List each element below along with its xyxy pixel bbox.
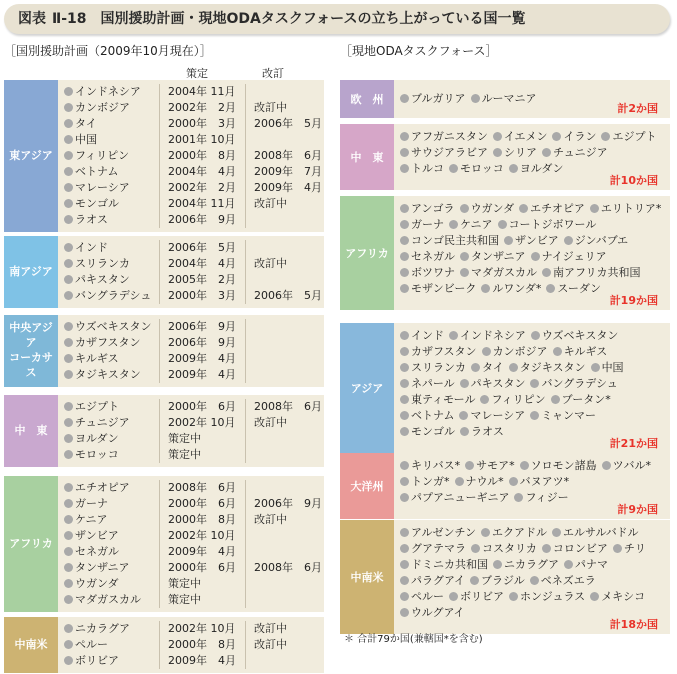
country-item: ブラジル <box>470 574 525 587</box>
policy-date: 策定中 <box>168 432 201 445</box>
country-item: キルギス <box>553 345 608 358</box>
country-item: ボリビア <box>449 590 504 603</box>
policy-date: 2000年 8月 <box>168 149 236 162</box>
country-name: ガーナ <box>64 496 108 512</box>
region-label: 東アジア <box>4 80 58 232</box>
country-item: タジキスタン <box>509 361 586 374</box>
country-item: モンゴル <box>400 425 455 438</box>
footnote: ＊ 合計79か国(兼轄国*を含む) <box>344 634 483 645</box>
country-item: シリア <box>493 146 537 159</box>
country-name: ケニア <box>64 512 108 528</box>
plan-group <box>4 315 324 387</box>
policy-date: 2000年 3月 <box>168 289 236 302</box>
country-item: マレーシア <box>459 409 525 422</box>
policy-date: 2002年 10月 <box>168 529 236 542</box>
country-item: 中国 <box>591 361 624 374</box>
plan-group <box>4 617 324 673</box>
country-line <box>400 281 606 297</box>
country-item: ドミニカ共和国 <box>400 558 488 571</box>
country-item: カザフスタン <box>400 345 477 358</box>
country-name: キルギス <box>64 351 119 367</box>
column-divider <box>159 319 160 383</box>
country-item: ウズベキスタン <box>531 329 618 342</box>
country-item: モザンビーク <box>400 282 476 295</box>
policy-date: 2000年 6月 <box>168 400 236 413</box>
country-line <box>400 217 601 233</box>
column-divider <box>245 621 246 669</box>
figure-title-text: 国別援助計画・現地ODAタスクフォースの立ち上がっている国一覧 <box>100 11 526 27</box>
revision-status: 改訂中 <box>254 197 287 210</box>
country-name: エチオピア <box>64 480 130 496</box>
country-item: エルサルバドル <box>552 526 638 539</box>
country-name: マレーシア <box>64 180 130 196</box>
country-item: ソロモン諸島 <box>520 459 597 472</box>
country-item: ナウル* <box>455 475 504 488</box>
column-divider <box>245 84 246 228</box>
revision-status: 改訂中 <box>254 622 287 635</box>
policy-date: 2004年 4月 <box>168 257 236 270</box>
country-line <box>400 360 629 376</box>
policy-date: 2009年 4月 <box>168 368 236 381</box>
policy-date: 2000年 8月 <box>168 638 236 651</box>
country-item: メキシコ <box>590 590 645 603</box>
country-item: インド <box>400 329 444 342</box>
country-item: トンガ* <box>400 475 450 488</box>
region-label: アフリカ <box>4 476 58 612</box>
country-line <box>400 161 568 177</box>
policy-date: 策定中 <box>168 593 201 606</box>
policy-date: 2006年 9月 <box>168 336 236 349</box>
country-line <box>400 589 650 605</box>
policy-date: 2009年 4月 <box>168 654 236 667</box>
country-item: トルコ <box>400 162 444 175</box>
country-item: パキスタン <box>460 377 526 390</box>
policy-date: 2000年 3月 <box>168 117 236 130</box>
country-name: マダガスカル <box>64 592 141 608</box>
country-item: エチオピア <box>519 202 585 215</box>
task-force-group <box>340 80 670 118</box>
task-force-group <box>340 453 670 519</box>
policy-date: 2004年 11月 <box>168 197 236 210</box>
task-force-group <box>340 520 670 634</box>
country-line <box>400 129 661 145</box>
column-divider <box>159 621 160 669</box>
country-item: バヌアツ* <box>509 475 570 488</box>
column-divider <box>159 399 160 463</box>
policy-date: 2004年 11月 <box>168 85 236 98</box>
figure-number: Ⅱ-18 <box>52 11 87 27</box>
country-name: インドネシア <box>64 84 141 100</box>
country-item: イエメン <box>493 130 548 143</box>
country-name: ボリビア <box>64 653 119 669</box>
col-header-revision: 改訂 <box>262 67 284 80</box>
country-line <box>400 233 633 249</box>
country-name: タンザニア <box>64 560 130 576</box>
country-item: ヨルダン <box>509 162 564 175</box>
region-label: 中央アジア コーカサス <box>4 315 58 387</box>
column-divider <box>159 84 160 228</box>
country-name: パキスタン <box>64 272 130 288</box>
country-item: ルーマニア <box>471 92 537 105</box>
revision-status: 2006年 5月 <box>254 289 322 302</box>
revision-status: 2008年 6月 <box>254 561 322 574</box>
country-line <box>400 424 509 440</box>
country-line <box>400 328 623 344</box>
country-line <box>400 525 643 541</box>
country-name: タジキスタン <box>64 367 141 383</box>
country-item: パナマ <box>564 558 608 571</box>
country-total: 計19か国 <box>609 294 658 307</box>
country-line <box>400 249 612 265</box>
country-item: アフガニスタン <box>400 130 488 143</box>
country-item: ザンビア <box>504 234 559 247</box>
country-name: ペルー <box>64 637 108 653</box>
policy-date: 2000年 8月 <box>168 513 236 526</box>
region-label: アジア <box>340 323 394 453</box>
country-total: 計2か国 <box>617 102 658 115</box>
figure-title <box>4 4 670 34</box>
column-divider <box>245 319 246 383</box>
revision-status: 改訂中 <box>254 513 287 526</box>
country-item: 東ティモール <box>400 393 475 406</box>
country-line <box>400 201 666 217</box>
country-item: ウルグアイ <box>400 606 464 619</box>
country-line <box>400 605 469 621</box>
country-name: ザンビア <box>64 528 119 544</box>
country-item: ボツワナ <box>400 266 455 279</box>
policy-date: 2002年 2月 <box>168 181 236 194</box>
country-item: タンザニア <box>460 250 526 263</box>
right-heading: ［現地ODAタスクフォース］ <box>340 44 498 58</box>
task-force-group <box>340 124 670 190</box>
region-label: 中 東 <box>4 395 58 467</box>
country-item: ナイジェリア <box>531 250 607 263</box>
col-header-policy: 策定 <box>186 67 208 80</box>
region-label: アフリカ <box>340 196 394 310</box>
country-total: 計21か国 <box>609 437 658 450</box>
country-line <box>400 344 612 360</box>
country-item: ブルガリア <box>400 92 466 105</box>
country-line <box>400 408 601 424</box>
country-item: グアテマラ <box>400 542 466 555</box>
left-heading: ［国別援助計画（2009年10月現在）］ <box>4 44 212 58</box>
country-item: ペルー <box>400 590 444 603</box>
policy-date: 2002年 10月 <box>168 622 236 635</box>
policy-date: 2002年 2月 <box>168 101 236 114</box>
country-item: コンゴ民主共和国 <box>400 234 499 247</box>
country-item: パラグアイ <box>400 574 465 587</box>
country-item: コートジボワール <box>498 218 597 231</box>
country-name: モンゴル <box>64 196 119 212</box>
region-label: 中南米 <box>340 520 394 634</box>
country-item: スリランカ <box>400 361 466 374</box>
country-line <box>400 490 574 506</box>
country-name: セネガル <box>64 544 119 560</box>
policy-date: 2009年 4月 <box>168 352 236 365</box>
revision-status: 改訂中 <box>254 257 287 270</box>
region-label: 大洋州 <box>340 453 394 519</box>
country-item: ルワンダ* <box>481 282 541 295</box>
policy-date: 2006年 9月 <box>168 213 236 226</box>
policy-date: 2000年 6月 <box>168 561 236 574</box>
country-item: チリ <box>613 542 646 555</box>
country-item: エジプト <box>601 130 656 143</box>
country-line <box>400 541 651 557</box>
policy-date: 2001年 10月 <box>168 133 236 146</box>
country-name: バングラデシュ <box>64 288 151 304</box>
country-item: マダガスカル <box>460 266 537 279</box>
revision-status: 2006年 9月 <box>254 497 322 510</box>
policy-date: 2009年 4月 <box>168 545 236 558</box>
country-name: エジプト <box>64 399 119 415</box>
country-item: ジンバブエ <box>564 234 628 247</box>
policy-date: 2008年 6月 <box>168 481 236 494</box>
policy-date: 2005年 2月 <box>168 273 236 286</box>
country-item: ネパール <box>400 377 455 390</box>
column-divider <box>245 399 246 463</box>
revision-status: 改訂中 <box>254 638 287 651</box>
country-item: ミャンマー <box>530 409 596 422</box>
country-item: チュニジア <box>542 146 608 159</box>
column-divider <box>159 240 160 304</box>
country-name: フィリピン <box>64 148 129 164</box>
region-label: 中南米 <box>4 617 58 673</box>
country-line <box>400 145 613 161</box>
policy-date: 2004年 4月 <box>168 165 236 178</box>
country-name: ウズベキスタン <box>64 319 151 335</box>
revision-status: 改訂中 <box>254 416 287 429</box>
country-item: サモア* <box>465 459 515 472</box>
country-line <box>400 376 623 392</box>
country-line <box>400 265 645 281</box>
policy-date: 策定中 <box>168 577 201 590</box>
country-name: ニカラグア <box>64 621 130 637</box>
region-label: 南アジア <box>4 236 58 308</box>
column-divider <box>245 240 246 304</box>
country-item: スーダン <box>546 282 601 295</box>
country-line <box>400 557 613 573</box>
region-label: 中 東 <box>340 124 394 190</box>
country-item: アンゴラ <box>400 202 455 215</box>
country-item: キリバス* <box>400 459 460 472</box>
country-name: カンボジア <box>64 100 130 116</box>
region-label: 欧 州 <box>340 80 394 118</box>
country-total: 計18か国 <box>609 618 658 631</box>
country-item: ホンジュラス <box>509 590 585 603</box>
country-item: ガーナ <box>400 218 444 231</box>
column-divider <box>159 480 160 608</box>
policy-date: 策定中 <box>168 448 201 461</box>
country-name: ヨルダン <box>64 431 119 447</box>
revision-status: 2009年 4月 <box>254 181 322 194</box>
plan-group <box>4 236 324 308</box>
country-item: ベトナム <box>400 409 454 422</box>
country-line <box>400 458 656 474</box>
country-name: インド <box>64 240 108 256</box>
plan-group <box>4 395 324 467</box>
policy-date: 2000年 6月 <box>168 497 236 510</box>
country-name: タイ <box>64 116 97 132</box>
country-item: バングラデシュ <box>530 377 617 390</box>
country-item: コロンビア <box>542 542 608 555</box>
country-name: ラオス <box>64 212 108 228</box>
country-item: カンボジア <box>482 345 548 358</box>
country-item: パプアニューギニア <box>400 491 509 504</box>
plan-group <box>4 476 324 612</box>
country-item: ベネズエラ <box>530 574 596 587</box>
country-name: スリランカ <box>64 256 130 272</box>
country-item: エクアドル <box>481 526 547 539</box>
country-total: 計10か国 <box>609 174 658 187</box>
country-item: エリトリア* <box>590 202 662 215</box>
country-item: コスタリカ <box>471 542 537 555</box>
country-name: ベトナム <box>64 164 118 180</box>
country-item: ケニア <box>449 218 493 231</box>
revision-status: 2006年 5月 <box>254 117 322 130</box>
country-item: フィリピン <box>480 393 545 406</box>
country-name: カザフスタン <box>64 335 141 351</box>
country-total: 計9か国 <box>617 503 658 516</box>
revision-status: 2009年 7月 <box>254 165 322 178</box>
policy-date: 2006年 9月 <box>168 320 236 333</box>
task-force-group <box>340 323 670 453</box>
country-name: 中国 <box>64 132 97 148</box>
figure-prefix: 図表 <box>18 11 46 27</box>
country-item: モロッコ <box>449 162 504 175</box>
country-name: ウガンダ <box>64 576 119 592</box>
country-item: セネガル <box>400 250 455 263</box>
country-line <box>400 91 542 107</box>
country-item: ツバル* <box>602 459 651 472</box>
country-item: イラン <box>552 130 596 143</box>
policy-date: 2006年 5月 <box>168 241 236 254</box>
country-name: モロッコ <box>64 447 119 463</box>
country-item: インドネシア <box>449 329 526 342</box>
country-item: フィジー <box>514 491 568 504</box>
country-item: ラオス <box>460 425 504 438</box>
revision-status: 2008年 6月 <box>254 400 322 413</box>
column-divider <box>245 480 246 608</box>
country-item: ウガンダ <box>460 202 515 215</box>
policy-date: 2002年 10月 <box>168 416 236 429</box>
country-item: 南アフリカ共和国 <box>542 266 640 279</box>
revision-status: 2008年 6月 <box>254 149 322 162</box>
country-name: チュニジア <box>64 415 130 431</box>
task-force-group <box>340 196 670 310</box>
country-item: アルゼンチン <box>400 526 476 539</box>
country-item: ブータン* <box>551 393 611 406</box>
country-item: タイ <box>471 361 504 374</box>
country-line <box>400 573 601 589</box>
country-line <box>400 392 616 408</box>
country-item: ニカラグア <box>493 558 559 571</box>
plan-group <box>4 80 324 232</box>
country-item: サウジアラビア <box>400 146 488 159</box>
country-line <box>400 474 574 490</box>
revision-status: 改訂中 <box>254 101 287 114</box>
